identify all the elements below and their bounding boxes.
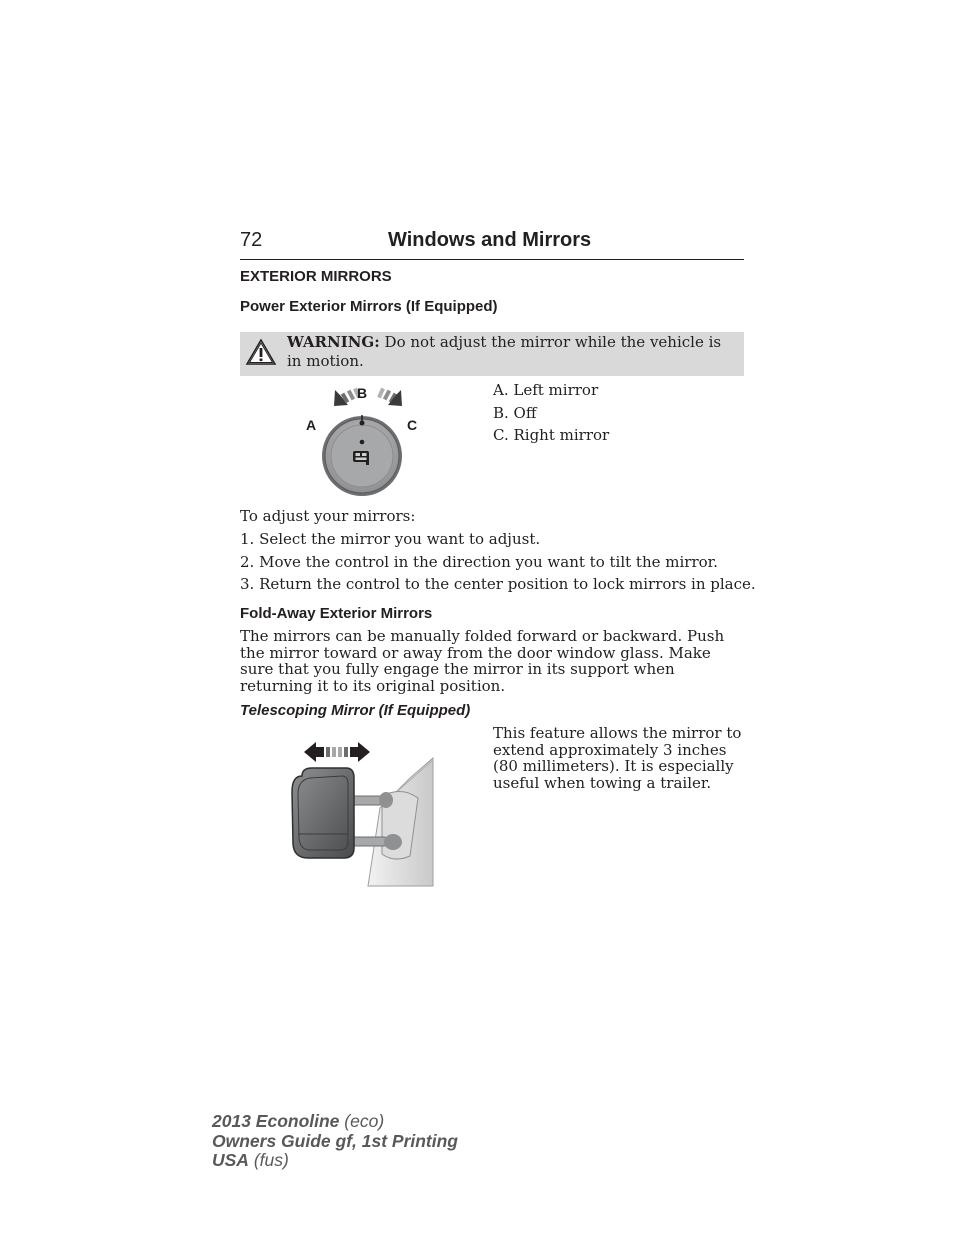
fold-away-text: The mirrors can be manually folded forward or backward. Push the mirror toward or away from the door window glass. Make sure that you fully engage the mirror in its support when returning it to its original position. [240, 627, 725, 695]
telescoping-text: This feature allows the mirror to extend approximately 3 inches (80 millimeters). It is especially useful when towing a trailer. [493, 724, 742, 792]
telescoping-mirror-figure [290, 738, 435, 888]
legend-item: C. Right mirror [493, 426, 610, 444]
step-item: 1. Select the mirror you want to adjust. [240, 530, 541, 548]
chapter-title: Windows and Mirrors [388, 229, 592, 251]
adjust-steps [240, 528, 756, 596]
telescoping-heading: Telescoping Mirror (If Equipped) [240, 702, 471, 719]
adjust-intro: To adjust your mirrors: [240, 507, 416, 525]
section-title: EXTERIOR MIRRORS [240, 268, 392, 285]
page-header [240, 229, 744, 260]
figure-label-a: A [306, 417, 317, 433]
step-item: 2. Move the control in the direction you want to tilt the mirror. [240, 552, 718, 571]
right-direction-arrow-icon [377, 388, 402, 406]
page-number: 72 [240, 229, 263, 251]
power-mirrors-heading: Power Exterior Mirrors (If Equipped) [240, 298, 498, 315]
footer-market-code: (fus) [248, 1150, 289, 1170]
warning-label: WARNING: [287, 333, 380, 351]
fold-away-heading: Fold-Away Exterior Mirrors [240, 605, 433, 622]
warning-triangle-icon [245, 338, 277, 366]
figure-label-b: B [357, 385, 368, 401]
footer-market: USA [212, 1150, 249, 1170]
legend-item: B. Off [493, 403, 537, 422]
footer-model: 2013 Econoline [212, 1111, 340, 1131]
knob-legend [493, 379, 609, 447]
footer-guide: Owners Guide gf, 1st Printing [212, 1130, 458, 1151]
warning-message: Do not adjust the mirror while the vehicle is in motion. [287, 333, 722, 370]
footer-model-code: (eco) [339, 1111, 385, 1131]
legend-item: A. Left mirror [493, 381, 599, 399]
step-item: 3. Return the control to the center position to lock mirrors in place. [240, 575, 756, 593]
warning-box [240, 332, 744, 376]
figure-label-c: C [407, 417, 418, 433]
page-footer [212, 1112, 458, 1171]
warning-text [287, 333, 727, 371]
mirror-control-knob-figure [300, 382, 430, 500]
extend-direction-arrow-icon [304, 742, 370, 762]
